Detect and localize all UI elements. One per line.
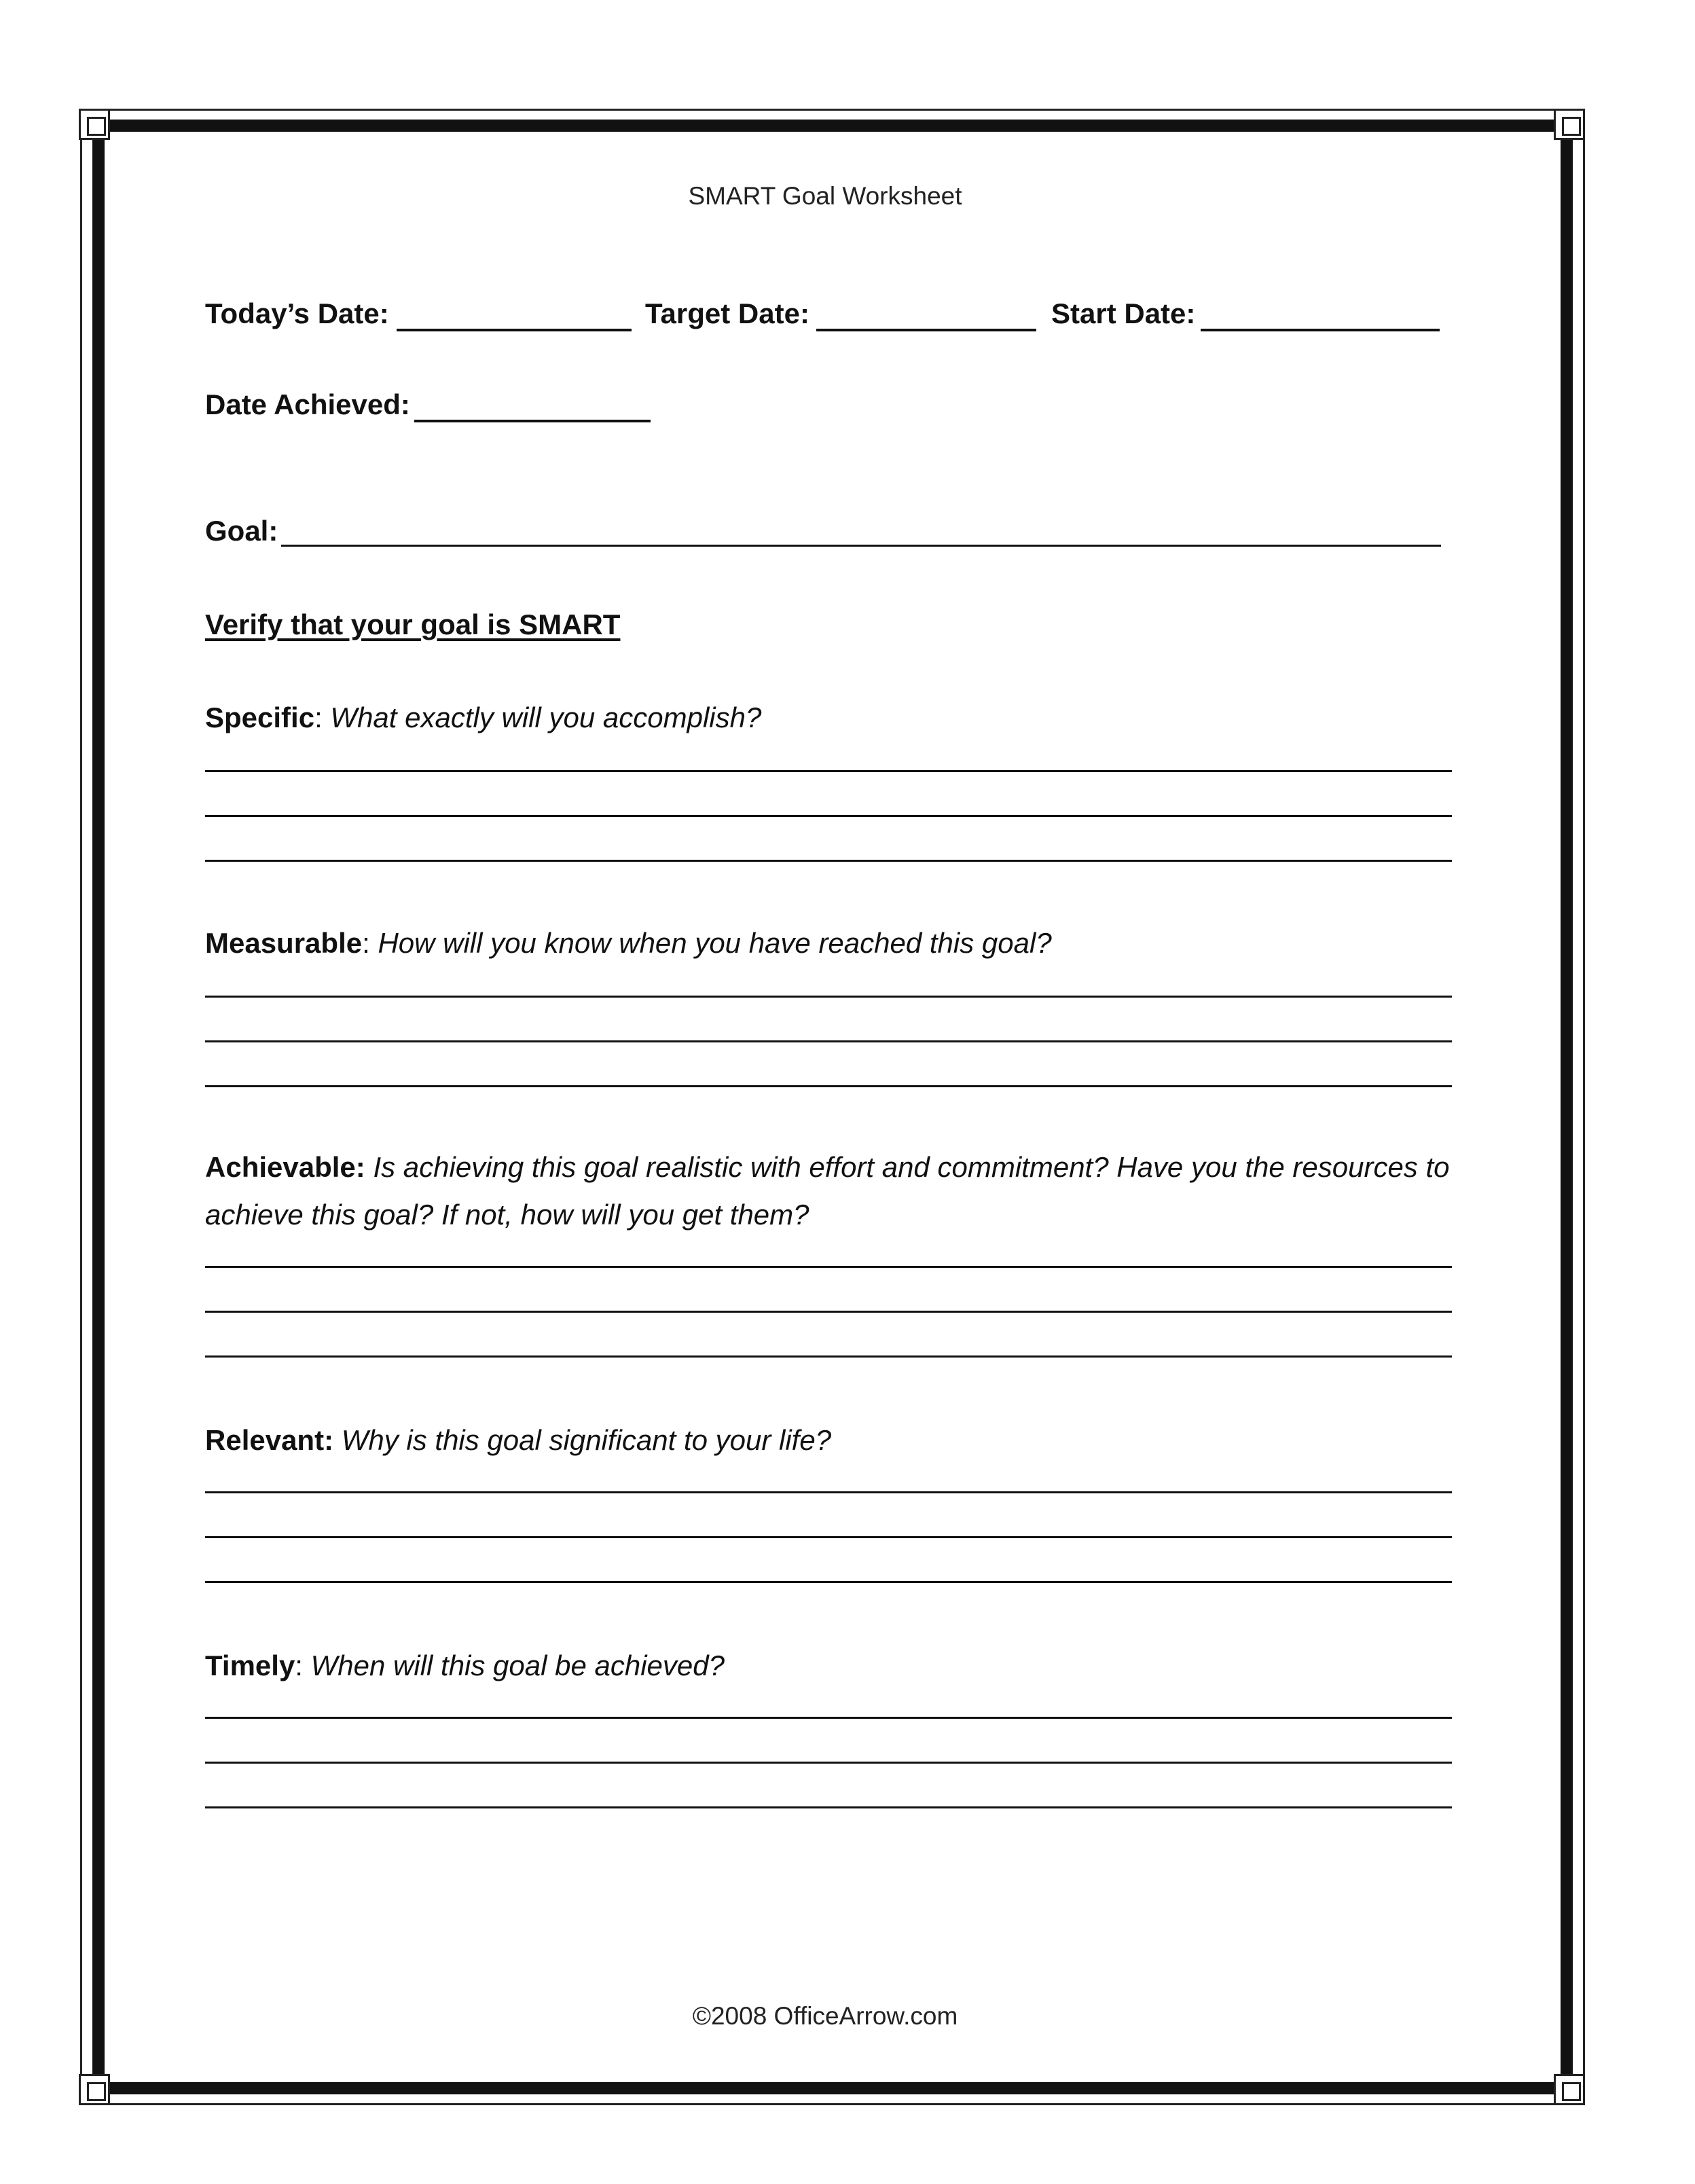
answer-line-timely-3[interactable] [205, 1806, 1452, 1808]
answer-line-specific-1[interactable] [205, 770, 1452, 772]
corner-ornament-top-right [1554, 109, 1585, 140]
target-date-blank[interactable] [816, 329, 1036, 331]
target-date-label: Target Date: [645, 297, 809, 329]
answer-line-specific-3[interactable] [205, 860, 1452, 862]
corner-ornament-bottom-left [79, 2074, 110, 2105]
answer-line-timely-2[interactable] [205, 1762, 1452, 1764]
question-label: Measurable [205, 927, 363, 959]
answer-line-relevant-1[interactable] [205, 1491, 1452, 1493]
question-separator: : [362, 927, 370, 959]
answer-line-relevant-3[interactable] [205, 1581, 1452, 1583]
answer-line-relevant-2[interactable] [205, 1536, 1452, 1538]
answer-line-achievable-2[interactable] [205, 1311, 1452, 1313]
question-measurable [205, 920, 1468, 967]
start-date-blank[interactable] [1201, 329, 1440, 331]
answer-line-measurable-3[interactable] [205, 1085, 1452, 1087]
question-text: When will this goal be achieved? [310, 1650, 725, 1681]
copyright-footer: ©2008 OfficeArrow.com [692, 2002, 958, 2030]
question-separator: : [295, 1650, 303, 1681]
question-text: Is achieving this goal realistic with effort and commitment? Have you the resources to achieve this goal? If not, how will you get them? [205, 1151, 1450, 1231]
question-timely [205, 1642, 1468, 1690]
answer-line-specific-2[interactable] [205, 815, 1452, 817]
goal-blank[interactable] [281, 545, 1441, 547]
question-text: Why is this goal significant to your life? [341, 1424, 832, 1456]
question-achievable [205, 1144, 1468, 1239]
question-separator: : [314, 702, 323, 733]
todays-date-label: Today’s Date: [205, 297, 389, 329]
verify-heading: Verify that your goal is SMART [205, 608, 621, 640]
answer-line-achievable-3[interactable] [205, 1355, 1452, 1358]
answer-line-measurable-2[interactable] [205, 1040, 1452, 1042]
answer-line-measurable-1[interactable] [205, 996, 1452, 998]
question-label: Achievable: [205, 1151, 365, 1183]
goal-label-text: Goal: [205, 515, 278, 547]
answer-line-achievable-1[interactable] [205, 1266, 1452, 1268]
question-label: Timely [205, 1650, 295, 1681]
date-achieved-blank[interactable] [414, 420, 651, 422]
question-label: Specific [205, 702, 315, 733]
todays-date-blank[interactable] [397, 329, 632, 331]
question-text: What exactly will you accomplish? [330, 702, 762, 733]
page-title: SMART Goal Worksheet [688, 182, 962, 210]
question-label: Relevant: [205, 1424, 334, 1456]
goal-label [205, 515, 278, 547]
question-text: How will you know when you have reached this goal? [378, 927, 1052, 959]
question-specific [205, 694, 1468, 742]
corner-ornament-bottom-right [1554, 2074, 1585, 2105]
question-relevant [205, 1417, 1468, 1464]
answer-line-timely-1[interactable] [205, 1717, 1452, 1719]
start-date-label: Start Date: [1051, 297, 1196, 329]
corner-ornament-top-left [79, 109, 110, 140]
date-achieved-label: Date Achieved: [205, 388, 410, 420]
